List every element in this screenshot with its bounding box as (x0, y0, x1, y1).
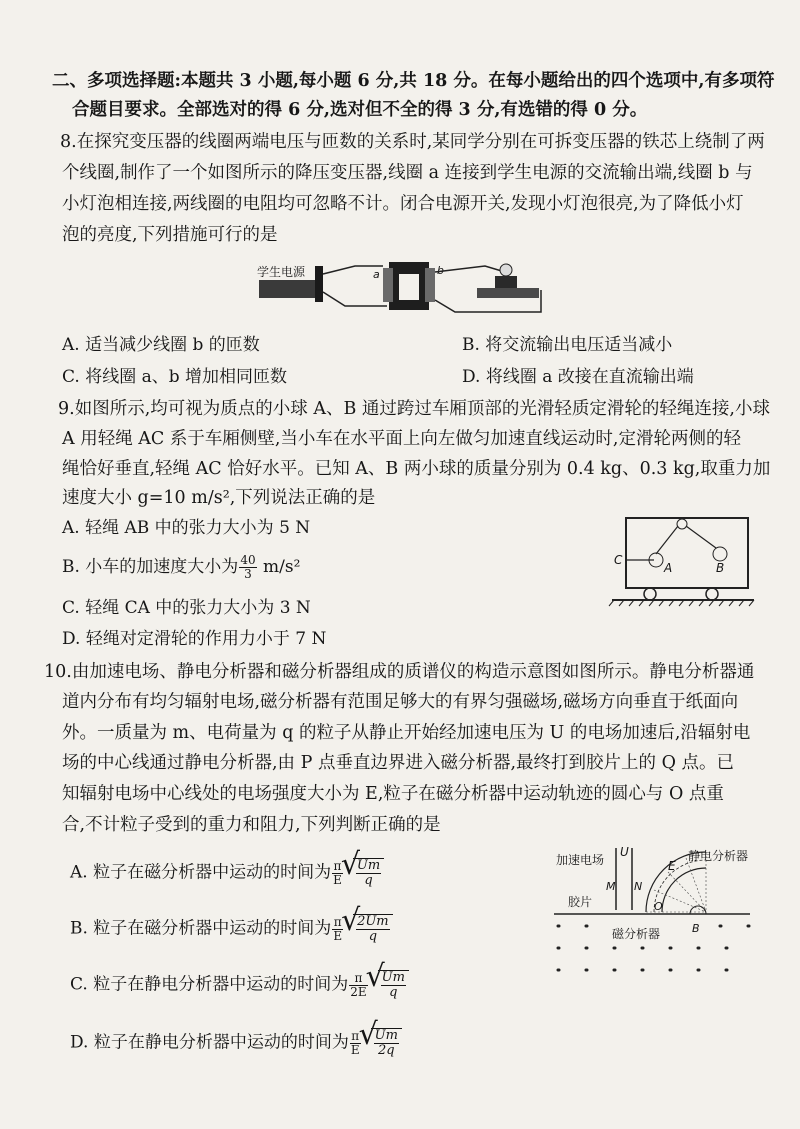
q9-option-d: D. 轻绳对定滑轮的作用力小于 7 N (62, 629, 327, 649)
wire-a-bottom (323, 292, 387, 306)
q8-text-line-3: 小灯泡相连接,两线圈的电阻均可忽略不计。闭合电源开关,发现小灯泡很亮,为了降低小灯 (62, 194, 744, 214)
q10-option-a: A. 粒子在磁分析器中运动的时间为 $\frac{\pi}{E}$ √ $\frac{Um}{q}$ (70, 858, 384, 888)
q8-option-c: C. 将线圈 a、b 增加相同匝数 (62, 367, 288, 387)
coil-a-label: a (373, 268, 380, 281)
label-esa: 静电分析器 (688, 849, 749, 863)
label-o: O (654, 900, 663, 913)
section-header-line-2: 合题目要求。全部选对的得 6 分,选对但不全的得 3 分,有选错的得 0 分。 (72, 100, 648, 120)
q10-text-line-2: 道内分布有均匀辐射电场,磁分析器有范围足够大的有界匀强磁场,磁场方向垂直于纸面向 (62, 692, 739, 712)
q10-option-d: D. 粒子在静电分析器中运动的时间为 $\frac{\pi}{E}$ √ $\frac{Um}{2q}$ (70, 1028, 402, 1058)
label-m: M (606, 880, 616, 893)
mass-spectrometer-figure (550, 840, 790, 980)
wire-b-top (435, 266, 505, 272)
bulb-socket (495, 276, 517, 288)
q10-option-b: B. 粒子在磁分析器中运动的时间为 $\frac{\pi}{E}$ √ $\frac{2Um}{q}$ (70, 914, 393, 944)
label-u: U (620, 845, 629, 859)
bulb-base (477, 288, 539, 298)
q9-option-c: C. 轻绳 CA 中的张力大小为 3 N (62, 598, 311, 618)
q9-text-line-3: 绳恰好垂直,轻绳 AC 恰好水平。已知 A、B 两小球的质量分别为 0.4 kg、0.3 kg,取重力加 (62, 459, 771, 479)
particle-path (690, 906, 706, 914)
transformer-core-window (399, 274, 419, 300)
section-header-line-1: 二、多项选择题:本题共 3 小题,每小题 6 分,共 18 分。在每小题给出的四个选项中,有多项符 (52, 71, 775, 91)
wheel-left (644, 588, 656, 600)
coil-b (425, 268, 435, 302)
q9-option-b-text: B. 小车的加速度大小为 (62, 557, 239, 577)
q9-option-b-fraction: $\frac{40}{3}$ (240, 553, 256, 581)
q10-text-line-6: 合,不计粒子受到的重力和阻力,下列判断正确的是 (62, 815, 441, 835)
power-supply-label: 学生电源 (257, 265, 306, 279)
q10-text-line-3: 外。一质量为 m、电荷量为 q 的粒子从静止开始经加速电压为 U 的电场加速后,沿辐射电 (62, 723, 751, 743)
label-accel-field: 加速电场 (556, 853, 605, 867)
q8-text-line-2: 个线圈,制作了一个如图所示的降压变压器,线圈 a 连接到学生电源的交流输出端,线圈 b 与 (62, 163, 753, 183)
q9-text-line-1: 9.如图所示,均可视为质点的小球 A、B 通过跨过车厢顶部的光滑轻质定滑轮的轻绳连接,小球 (58, 399, 770, 419)
power-supply-body (259, 280, 315, 298)
ball-b (713, 547, 727, 561)
label-e: E (668, 859, 676, 873)
q8-option-a: A. 适当减少线圈 b 的匝数 (62, 335, 260, 355)
cart-figure (608, 512, 758, 610)
power-supply-panel (315, 266, 323, 302)
label-b: B (692, 922, 700, 935)
cart-label-a: A (664, 561, 673, 575)
coil-b-label: b (437, 264, 444, 277)
coil-a (383, 268, 393, 302)
cart-label-c: C (614, 553, 623, 567)
q8-option-d: D. 将线圈 a 改接在直流输出端 (462, 367, 694, 387)
pulley (677, 519, 687, 529)
label-film: 胶片 (568, 895, 593, 909)
q8-option-b: B. 将交流输出电压适当减小 (462, 335, 673, 355)
q9-option-a: A. 轻绳 AB 中的张力大小为 5 N (62, 518, 311, 538)
q10-text-line-1: 10.由加速电场、静电分析器和磁分析器组成的质谱仪的构造示意图如图所示。静电分析器通 (44, 662, 755, 682)
q10-text-line-5: 知辐射电场中心线处的电场强度大小为 E,粒子在磁分析器中运动轨迹的圆心与 O 点重 (62, 784, 724, 804)
cart-label-b: B (716, 561, 725, 575)
label-msa: 磁分析器 (612, 927, 661, 941)
wheel-right (706, 588, 718, 600)
q8-text-line-1: 8.在探究变压器的线圈两端电压与匝数的关系时,某同学分别在可拆变压器的铁芯上绕制了两 (60, 132, 765, 152)
rope-pulley-b (686, 526, 716, 548)
label-n: N (634, 880, 643, 893)
q9-option-b (62, 554, 300, 581)
q8-text-line-4: 泡的亮度,下列措施可行的是 (62, 225, 278, 245)
q9-option-b-unit: m/s² (257, 557, 301, 577)
rope-pulley-a (656, 526, 678, 554)
q9-text-line-4: 速度大小 g=10 m/s²,下列说法正确的是 (62, 488, 376, 508)
q10-text-line-4: 场的中心线通过静电分析器,由 P 点垂直边界进入磁分析器,最终打到胶片上的 Q 点。已 (62, 753, 734, 773)
cart-body (626, 518, 748, 588)
light-bulb (500, 264, 512, 276)
transformer-figure (255, 252, 555, 324)
q10-option-c: C. 粒子在静电分析器中运动的时间为 $\frac{\pi}{2E}$ √ $\frac{Um}{q}$ (70, 970, 409, 1000)
q9-text-line-2: A 用轻绳 AC 系于车厢侧壁,当小车在水平面上向左做匀加速直线运动时,定滑轮两侧的轻 (62, 429, 741, 449)
